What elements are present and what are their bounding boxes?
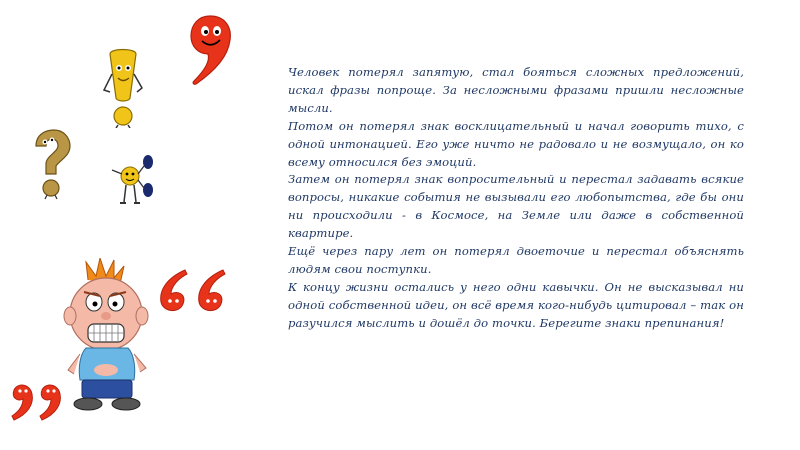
story-text — [288, 64, 744, 333]
story-paragraph-3: Затем он потерял знак вопросительный и перестал задавать всякие вопросы, никакие события не вызывали его любопытства, где бы они ни происходили - в Космосе, на Земле или даже в собственной квартире. — [288, 172, 744, 241]
story-paragraph-5: К концу жизни остались у него одни кавычки. Он не высказывал ни одной собственной идеи, он всё время кого-нибудь цитировал – так он разучился мыслить и дошёл до точки. Берегите знаки препинания! — [288, 279, 744, 330]
exclamation-character-icon — [100, 46, 146, 128]
boy-character-icon — [58, 258, 158, 412]
story-paragraph-4: Ещё через пару лет он потерял двоеточие и перестал объяснять людям свои поступки. — [288, 244, 744, 276]
comma-character-icon — [188, 14, 234, 86]
juggler-character-icon — [108, 150, 158, 208]
story-paragraph-2: Потом он потерял знак восклицательный и начал говорить тихо, с одной интонацией. Его уже ничто не радовало и не возмущало, он ко всему относился без эмоций. — [288, 118, 744, 169]
opening-quotes-icon — [155, 268, 231, 316]
story-paragraph-1: Человек потерял запятую, стал бояться сложных предложений, искал фразы попроще. За несложными фразами пришли несложные мысли. — [288, 65, 744, 115]
question-character-icon — [30, 128, 72, 200]
